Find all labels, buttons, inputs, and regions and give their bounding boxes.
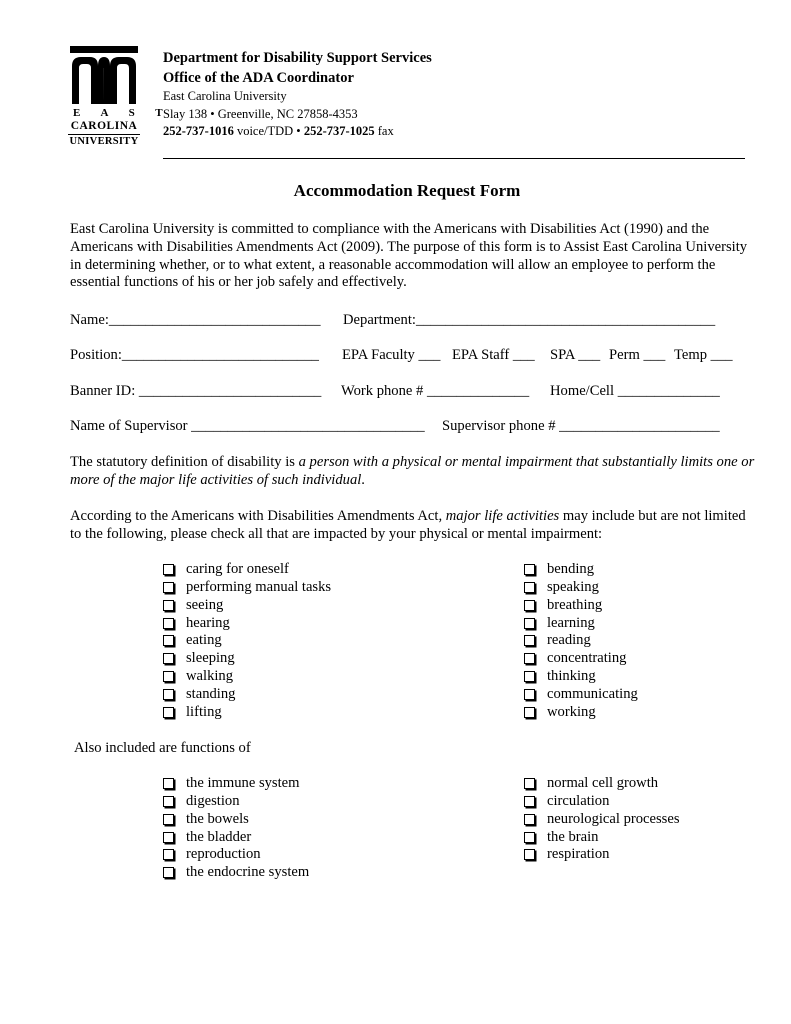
fax-label: fax: [374, 124, 394, 138]
checklist-item[interactable]: [163, 632, 331, 650]
checklist-item-label: hearing: [186, 614, 230, 631]
checkbox-icon[interactable]: [524, 832, 535, 843]
checklist-item-label: sleeping: [186, 650, 235, 667]
checkbox-icon[interactable]: [163, 671, 174, 682]
checkbox-icon[interactable]: [163, 600, 174, 611]
logo-text-university: UNIVERSITY: [69, 136, 139, 147]
home-cell-field[interactable]: Home/Cell ______________: [550, 383, 720, 399]
checkbox-icon[interactable]: [163, 849, 174, 860]
checklist-item-label: circulation: [547, 792, 610, 809]
checklist-item[interactable]: [524, 846, 680, 864]
checklist-item[interactable]: [524, 561, 638, 579]
perm-field[interactable]: Perm ___: [609, 347, 666, 363]
intro-paragraph: East Carolina University is committed to compliance with the Americans with Disabilities Act (1990) and the Americans with Disabilities Amendments Act (2009). The purpose of this form is to Assist East Carolina University in determining whether, or to what extent, a reasonable accommodation will allow an employee to perform the essential functions of his or her job safely and effectively.: [70, 221, 748, 291]
checklist-item-label: lifting: [186, 703, 222, 720]
checklist-item[interactable]: [524, 632, 638, 650]
also-included-label: Also included are functions of: [74, 740, 251, 756]
checklist-item[interactable]: [524, 704, 638, 722]
checklist-item[interactable]: [163, 793, 309, 811]
checklist-item[interactable]: [163, 811, 309, 829]
checkbox-icon[interactable]: [163, 778, 174, 789]
checklist-item-label: thinking: [547, 668, 596, 685]
checkbox-icon[interactable]: [163, 814, 174, 825]
checklist-item-label: standing: [186, 685, 236, 702]
major-activities-intro: [70, 508, 760, 544]
checklist-item-label: eating: [186, 632, 222, 649]
banner-id-field[interactable]: Banner ID: _________________________: [70, 383, 322, 399]
definition-italic: a person with a physical or mental impairment that substantially limits one or more of the major life activities of such individual: [70, 454, 755, 488]
definition-suffix: .: [361, 471, 365, 488]
checklist-item-label: seeing: [186, 596, 224, 613]
voice-number: 252-737-1016: [163, 124, 234, 138]
checklist-item[interactable]: [163, 650, 331, 668]
logo-text-carolina: CAROLINA: [70, 120, 138, 132]
checklist-item-label: respiration: [547, 846, 610, 863]
university-name: East Carolina University: [163, 89, 287, 103]
checklist-item[interactable]: [163, 668, 331, 686]
checklist-item[interactable]: [524, 793, 680, 811]
checkbox-icon[interactable]: [163, 689, 174, 700]
checkbox-icon[interactable]: [163, 707, 174, 718]
voice-label: voice/TDD •: [233, 124, 304, 138]
disability-definition: [70, 454, 760, 490]
checkbox-icon[interactable]: [524, 653, 535, 664]
checklist-item-label: bending: [547, 561, 595, 577]
checkbox-icon[interactable]: [524, 778, 535, 789]
supervisor-phone-field[interactable]: Supervisor phone # ______________________: [442, 418, 720, 434]
office-heading: Office of the ADA Coordinator: [163, 70, 354, 86]
checklist-item[interactable]: [163, 615, 331, 633]
definition-prefix: The statutory definition of disability is: [70, 454, 299, 470]
checklist-item-label: the bowels: [186, 810, 249, 827]
phone-line: [163, 124, 394, 139]
checklist-item-label: breathing: [547, 596, 603, 613]
checklist-item-label: walking: [186, 668, 234, 685]
checkbox-icon[interactable]: [524, 689, 535, 700]
checklist-item-label: the endocrine system: [186, 864, 310, 881]
checkbox-icon[interactable]: [163, 582, 174, 593]
header-divider: [163, 158, 745, 159]
checklist-item-label: the bladder: [186, 828, 252, 845]
checklist-item[interactable]: [524, 686, 638, 704]
name-field[interactable]: Name:_____________________________: [70, 312, 321, 328]
epa-staff-field[interactable]: EPA Staff ___: [452, 347, 535, 363]
checklist-item[interactable]: [163, 864, 309, 882]
logo-text-east: E A S T: [73, 107, 172, 119]
checklist-item-label: digestion: [186, 792, 240, 809]
supervisor-name-field[interactable]: Name of Supervisor ________________________________: [70, 418, 425, 434]
functions-left-list: [163, 775, 309, 882]
checkbox-icon[interactable]: [524, 796, 535, 807]
checklist-item[interactable]: [524, 597, 638, 615]
checklist-item-label: speaking: [547, 578, 599, 595]
checklist-item-label: working: [547, 703, 596, 720]
checklist-item[interactable]: [524, 579, 638, 597]
checklist-item[interactable]: [163, 829, 309, 847]
checklist-item[interactable]: [163, 579, 331, 597]
checklist-item[interactable]: [524, 650, 638, 668]
checklist-item[interactable]: [163, 597, 331, 615]
address-line: Slay 138 • Greenville, NC 27858-4353: [163, 107, 358, 121]
checklist-item[interactable]: [163, 775, 309, 793]
checklist-item-label: neurological processes: [547, 810, 680, 827]
checkbox-icon[interactable]: [524, 671, 535, 682]
checklist-item[interactable]: [524, 615, 638, 633]
checkbox-icon[interactable]: [524, 635, 535, 646]
checklist-item[interactable]: [163, 561, 331, 579]
activities-suffix: may include but are not limited to the following, please check all that are impacted by your physical or mental impairment:: [70, 508, 746, 542]
checklist-item-label: normal cell growth: [547, 775, 659, 791]
checkbox-icon[interactable]: [524, 814, 535, 825]
checklist-item[interactable]: [524, 829, 680, 847]
checklist-item[interactable]: [163, 686, 331, 704]
checkbox-icon[interactable]: [524, 564, 535, 575]
checklist-item-label: caring for oneself: [186, 561, 289, 577]
checklist-item-label: the brain: [547, 828, 599, 845]
checkbox-icon[interactable]: [163, 832, 174, 843]
checklist-item-label: the immune system: [186, 775, 300, 791]
checklist-item[interactable]: [524, 811, 680, 829]
checkbox-icon[interactable]: [524, 849, 535, 860]
checklist-item-label: performing manual tasks: [186, 578, 332, 595]
activities-italic: , major life activities: [438, 508, 560, 524]
checklist-item-label: concentrating: [547, 650, 627, 667]
checklist-item[interactable]: [524, 668, 638, 686]
work-phone-field[interactable]: Work phone # ______________: [341, 383, 530, 399]
checkbox-icon[interactable]: [163, 635, 174, 646]
checkbox-icon[interactable]: [524, 707, 535, 718]
activities-prefix: According to the Americans with Disabilities Amendments Act: [70, 508, 439, 524]
spa-field[interactable]: SPA ___: [550, 347, 601, 363]
checklist-item[interactable]: [163, 846, 309, 864]
temp-field[interactable]: Temp ___: [674, 347, 733, 363]
checklist-item[interactable]: [163, 704, 331, 722]
checkbox-icon[interactable]: [524, 618, 535, 629]
department-heading: Department for Disability Support Services: [163, 50, 432, 66]
checklist-item-label: communicating: [547, 685, 638, 702]
checklist-item[interactable]: [524, 775, 680, 793]
functions-right-list: [524, 775, 680, 864]
fax-number: 252-737-1025: [303, 124, 375, 138]
checklist-item-label: reading: [547, 632, 591, 649]
checkbox-icon[interactable]: [163, 653, 174, 664]
checklist-item-label: reproduction: [186, 846, 261, 863]
checkbox-icon[interactable]: [163, 564, 174, 575]
activities-right-list: [524, 561, 638, 722]
checklist-item-label: learning: [547, 614, 595, 631]
checkbox-icon[interactable]: [163, 867, 174, 878]
checkbox-icon[interactable]: [524, 600, 535, 611]
form-title: Accommodation Request Form: [293, 181, 521, 200]
checkbox-icon[interactable]: [163, 618, 174, 629]
activities-left-list: [163, 561, 331, 722]
position-field[interactable]: Position:___________________________: [70, 347, 319, 363]
department-field[interactable]: Department:_________________________________________: [343, 312, 716, 328]
checkbox-icon[interactable]: [524, 582, 535, 593]
checkbox-icon[interactable]: [163, 796, 174, 807]
epa-faculty-field[interactable]: EPA Faculty ___: [342, 347, 441, 363]
